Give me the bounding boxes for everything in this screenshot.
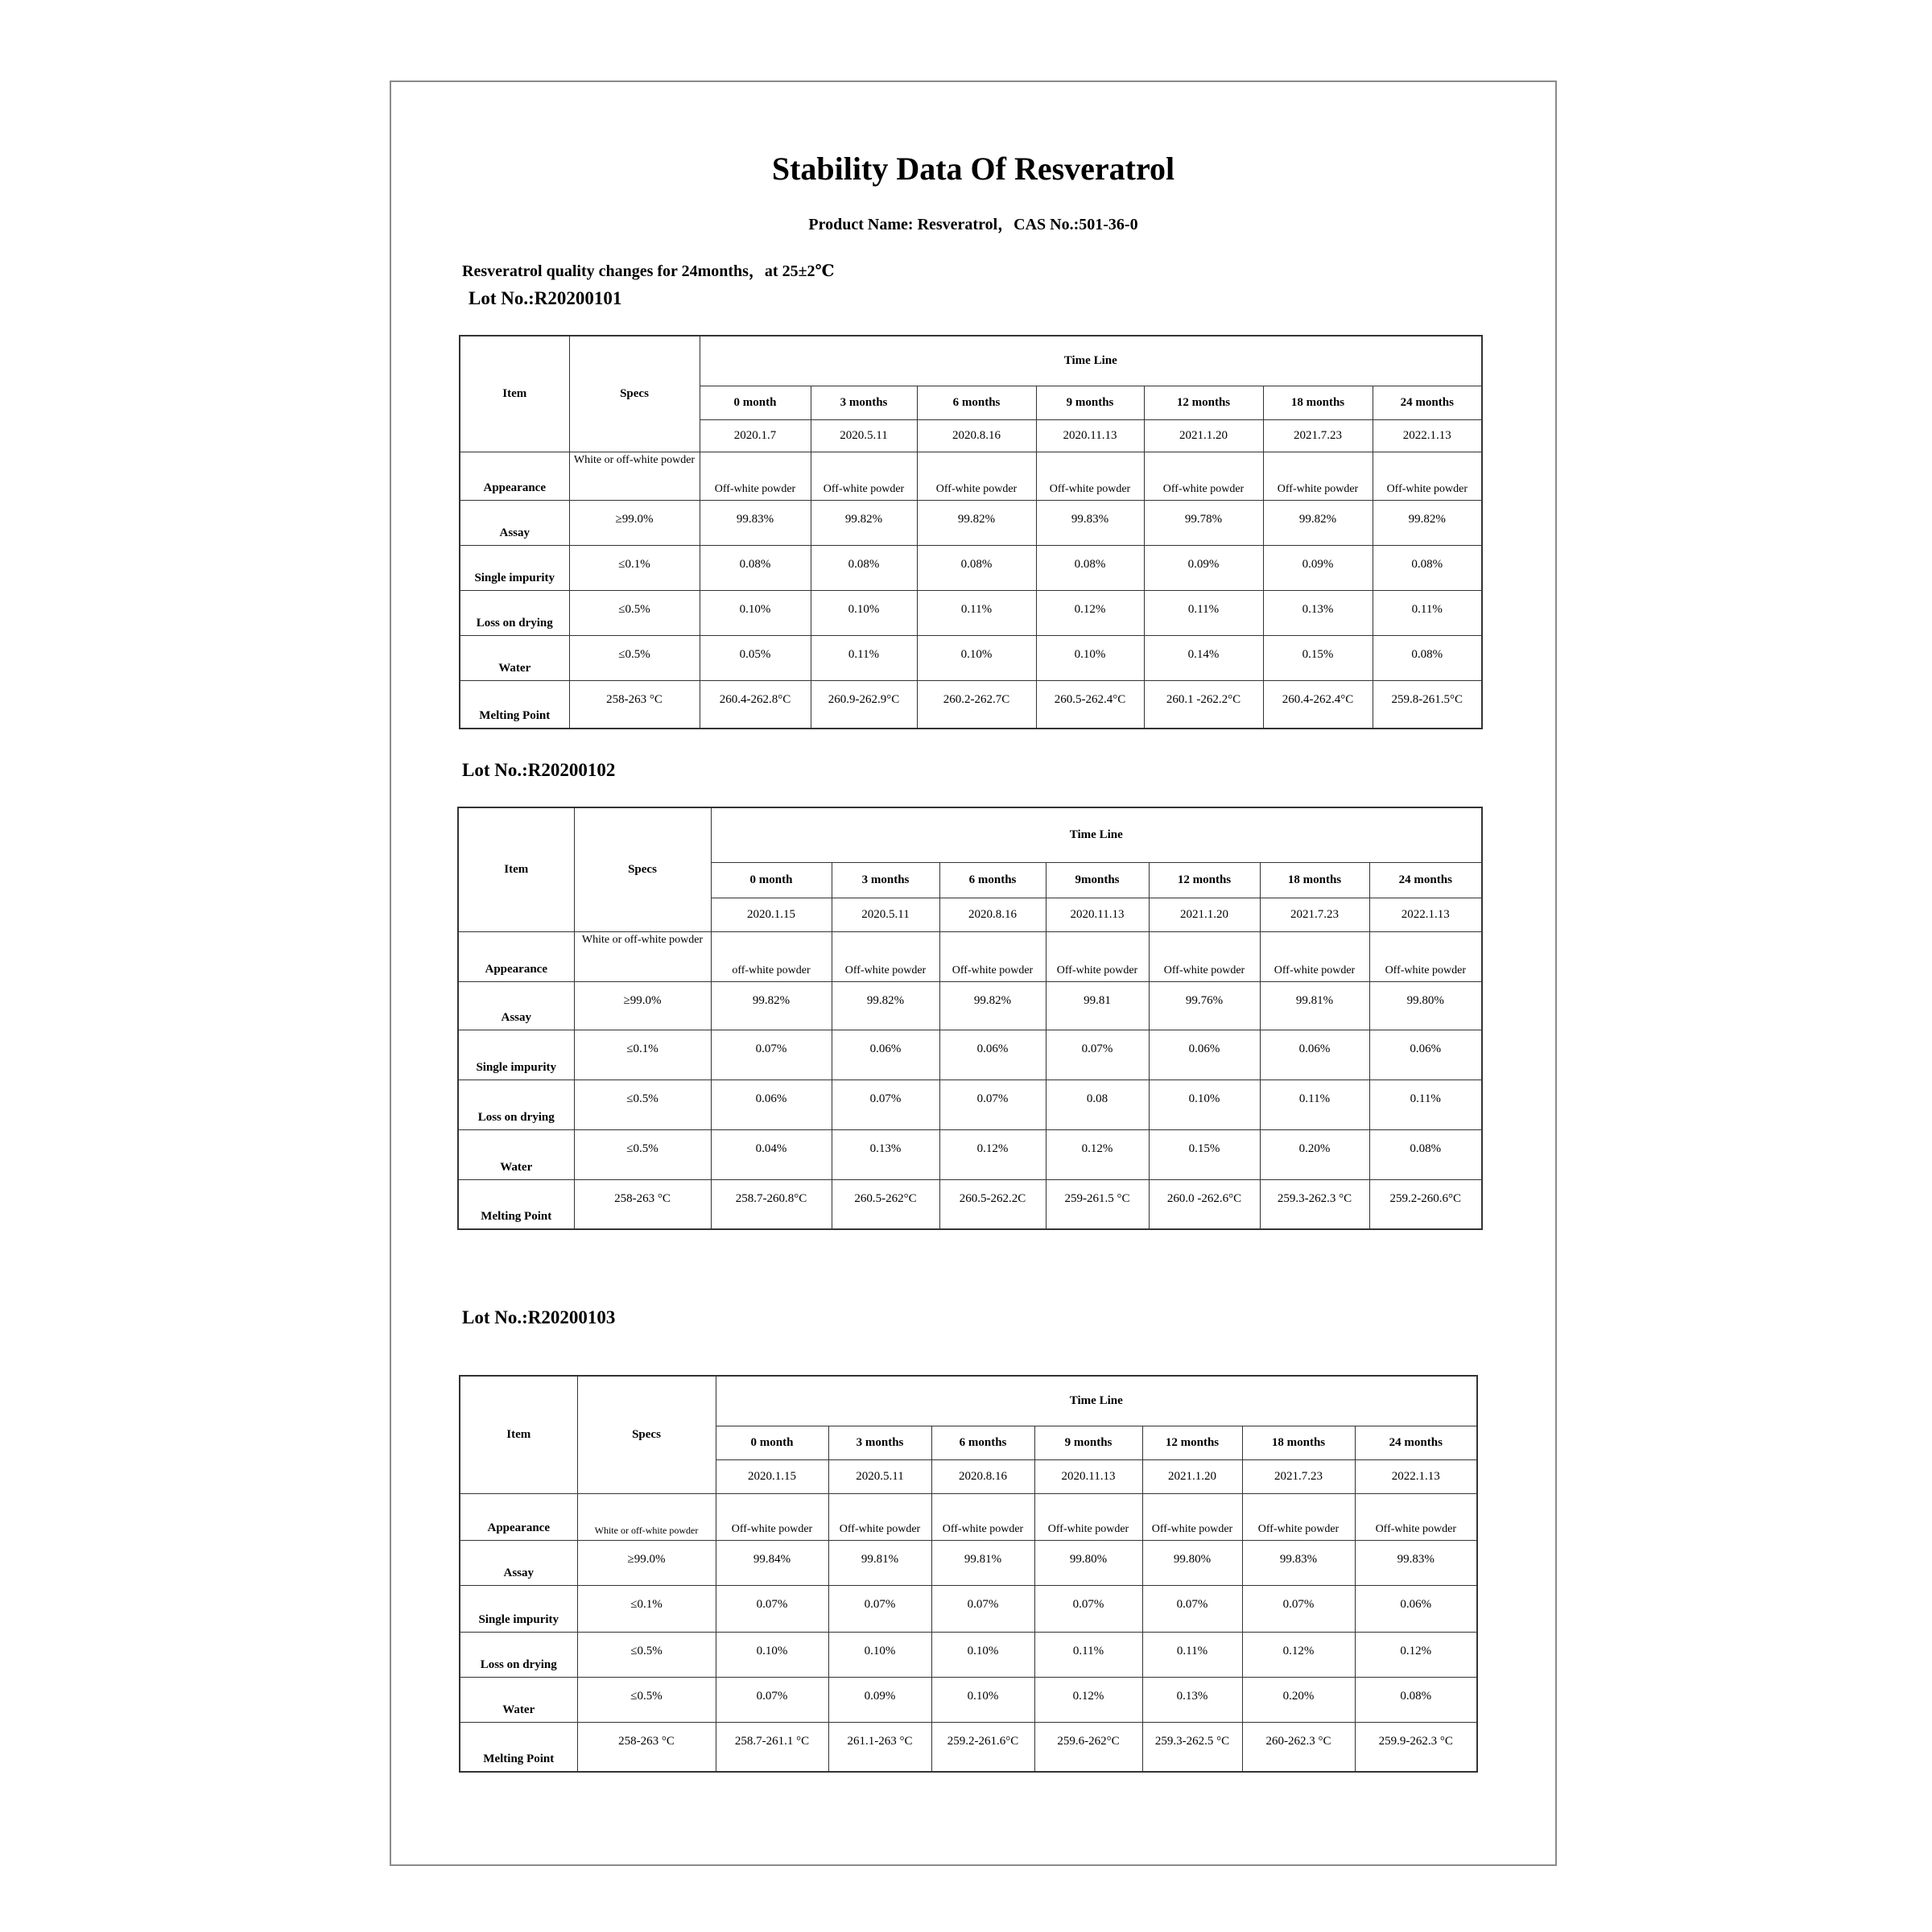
month-header: 6 months — [939, 862, 1046, 898]
value-cell: 99.83% — [700, 500, 811, 545]
value-cell: 0.07% — [716, 1677, 828, 1722]
row-item-label: Loss on drying — [460, 590, 569, 635]
value-cell: 0.10% — [1149, 1080, 1260, 1129]
stability-table — [457, 807, 1483, 1230]
row-spec: 258-263 °C — [577, 1722, 716, 1772]
value-cell: 0.06% — [1355, 1585, 1477, 1632]
row-spec: ≥99.0% — [574, 981, 711, 1030]
row-item-label: Assay — [460, 1540, 577, 1585]
month-header: 24 months — [1373, 386, 1482, 419]
value-cell: 0.09% — [1144, 545, 1263, 590]
value-cell: 0.10% — [931, 1632, 1034, 1677]
value-cell: 0.11% — [811, 635, 917, 680]
value-cell: 0.14% — [1144, 635, 1263, 680]
value-cell: Off-white powder — [1260, 931, 1369, 981]
date-cell: 2022.1.13 — [1373, 419, 1482, 452]
value-cell: 0.04% — [711, 1129, 832, 1179]
value-cell: 99.82% — [811, 500, 917, 545]
value-cell: Off-white powder — [716, 1493, 828, 1540]
value-cell: 99.80% — [1369, 981, 1482, 1030]
table-row — [460, 452, 1482, 500]
value-cell: 260.4-262.4°C — [1263, 680, 1373, 729]
row-item-label: Appearance — [460, 452, 569, 500]
value-cell: 99.81% — [828, 1540, 931, 1585]
value-cell: 259.6-262°C — [1034, 1722, 1142, 1772]
value-cell: Off-white powder — [1263, 452, 1373, 500]
table-row — [460, 545, 1482, 590]
value-cell: 0.07% — [711, 1030, 832, 1080]
value-cell: 0.05% — [700, 635, 811, 680]
value-cell: 0.08% — [1373, 635, 1482, 680]
table-row — [458, 1129, 1482, 1179]
value-cell: 0.07% — [1142, 1585, 1242, 1632]
value-cell: 260.5-262.4°C — [1036, 680, 1144, 729]
value-cell: 99.83% — [1355, 1540, 1477, 1585]
value-cell: 99.81% — [1260, 981, 1369, 1030]
value-cell: 99.83% — [1036, 500, 1144, 545]
value-cell: 0.11% — [1369, 1080, 1482, 1129]
value-cell: Off-white powder — [1373, 452, 1482, 500]
row-spec: ≤0.5% — [574, 1080, 711, 1129]
value-cell: 0.08% — [700, 545, 811, 590]
date-cell: 2020.1.15 — [716, 1459, 828, 1493]
value-cell: 0.09% — [828, 1677, 931, 1722]
value-cell: 259.3-262.5 °C — [1142, 1722, 1242, 1772]
value-cell: 0.07% — [832, 1080, 939, 1129]
month-header: 6 months — [917, 386, 1036, 419]
product-line: Product Name: Resveratrol，CAS No.:501-36-0 — [808, 216, 1138, 233]
row-spec: White or off-white powder — [574, 931, 711, 981]
value-cell: 0.07% — [828, 1585, 931, 1632]
table-row — [460, 1677, 1477, 1722]
value-cell: 99.82% — [711, 981, 832, 1030]
table-row — [460, 1585, 1477, 1632]
row-spec: ≤0.5% — [569, 635, 700, 680]
date-cell: 2020.1.15 — [711, 898, 832, 931]
value-cell: Off-white powder — [1242, 1493, 1355, 1540]
month-header: 18 months — [1263, 386, 1373, 419]
value-cell: 0.11% — [1144, 590, 1263, 635]
value-cell: Off-white powder — [939, 931, 1046, 981]
row-item-label: Appearance — [458, 931, 574, 981]
table-header-row — [460, 336, 1482, 386]
value-cell: 0.08 — [1046, 1080, 1149, 1129]
value-cell: 0.12% — [1242, 1632, 1355, 1677]
value-cell: Off-white powder — [1369, 931, 1482, 981]
date-cell: 2021.1.20 — [1144, 419, 1263, 452]
table-row — [460, 590, 1482, 635]
stability-table — [459, 1375, 1478, 1773]
row-spec: ≤0.1% — [577, 1585, 716, 1632]
row-spec: White or off-white powder — [569, 452, 700, 500]
value-cell: 0.08% — [1355, 1677, 1477, 1722]
table-row — [458, 1030, 1482, 1080]
value-cell: 99.82% — [1373, 500, 1482, 545]
value-cell: 0.12% — [939, 1129, 1046, 1179]
value-cell: 260-262.3 °C — [1242, 1722, 1355, 1772]
document-page — [390, 80, 1557, 1866]
value-cell: 0.08% — [1036, 545, 1144, 590]
header-time-line: Time Line — [711, 807, 1482, 862]
header-time-line: Time Line — [716, 1376, 1477, 1426]
value-cell: 0.12% — [1034, 1677, 1142, 1722]
row-spec: 258-263 °C — [574, 1179, 711, 1229]
value-cell: 0.07% — [1046, 1030, 1149, 1080]
date-cell: 2020.8.16 — [917, 419, 1036, 452]
date-cell: 2020.8.16 — [931, 1459, 1034, 1493]
date-cell: 2020.11.13 — [1036, 419, 1144, 452]
value-cell: 99.82% — [1263, 500, 1373, 545]
month-header: 6 months — [931, 1426, 1034, 1459]
month-header: 12 months — [1149, 862, 1260, 898]
row-spec: ≤0.1% — [574, 1030, 711, 1080]
row-item-label: Melting Point — [460, 680, 569, 729]
value-cell: Off-white powder — [828, 1493, 931, 1540]
value-cell: Off-white powder — [700, 452, 811, 500]
header-item: Item — [458, 807, 574, 931]
value-cell: Off-white powder — [1046, 931, 1149, 981]
value-cell: 260.0 -262.6°C — [1149, 1179, 1260, 1229]
date-cell: 2020.1.7 — [700, 419, 811, 452]
value-cell: Off-white powder — [811, 452, 917, 500]
value-cell: 0.06% — [1260, 1030, 1369, 1080]
row-item-label: Loss on drying — [458, 1080, 574, 1129]
value-cell: 259-261.5 °C — [1046, 1179, 1149, 1229]
value-cell: off-white powder — [711, 931, 832, 981]
value-cell: Off-white powder — [1142, 1493, 1242, 1540]
value-cell: 0.10% — [811, 590, 917, 635]
table-row — [458, 1179, 1482, 1229]
value-cell: 0.11% — [1260, 1080, 1369, 1129]
stability-table — [459, 335, 1483, 729]
date-cell: 2020.5.11 — [828, 1459, 931, 1493]
table-row — [460, 1540, 1477, 1585]
row-spec: ≤0.5% — [569, 590, 700, 635]
row-spec: 258-263 °C — [569, 680, 700, 729]
row-item-label: Appearance — [460, 1493, 577, 1540]
table-row — [460, 1722, 1477, 1772]
header-specs: Specs — [574, 807, 711, 931]
date-cell: 2020.5.11 — [832, 898, 939, 931]
value-cell: 259.8-261.5°C — [1373, 680, 1482, 729]
table-header-row — [458, 807, 1482, 862]
value-cell: 99.81 — [1046, 981, 1149, 1030]
date-cell: 2022.1.13 — [1369, 898, 1482, 931]
row-spec: ≤0.5% — [574, 1129, 711, 1179]
month-header: 0 month — [716, 1426, 828, 1459]
month-header: 9months — [1046, 862, 1149, 898]
date-cell: 2022.1.13 — [1355, 1459, 1477, 1493]
table-row — [458, 931, 1482, 981]
month-header: 24 months — [1355, 1426, 1477, 1459]
value-cell: 0.08% — [1369, 1129, 1482, 1179]
value-cell: 260.4-262.8°C — [700, 680, 811, 729]
month-header: 3 months — [832, 862, 939, 898]
lot-number: Lot No.:R20200101 — [469, 288, 622, 308]
value-cell: 258.7-261.1 °C — [716, 1722, 828, 1772]
value-cell: 0.06% — [1369, 1030, 1482, 1080]
value-cell: Off-white powder — [1036, 452, 1144, 500]
value-cell: 0.13% — [1263, 590, 1373, 635]
table-row — [458, 981, 1482, 1030]
value-cell: 0.11% — [1034, 1632, 1142, 1677]
value-cell: 0.15% — [1149, 1129, 1260, 1179]
value-cell: 0.12% — [1355, 1632, 1477, 1677]
value-cell: 0.10% — [917, 635, 1036, 680]
document-subtitle: Resveratrol quality changes for 24months，at 25±2℃ — [462, 262, 835, 280]
value-cell: 260.2-262.7C — [917, 680, 1036, 729]
month-header: 18 months — [1242, 1426, 1355, 1459]
value-cell: Off-white powder — [1355, 1493, 1477, 1540]
month-header: 18 months — [1260, 862, 1369, 898]
value-cell: 0.11% — [1142, 1632, 1242, 1677]
value-cell: 99.82% — [939, 981, 1046, 1030]
date-cell: 2021.1.20 — [1149, 898, 1260, 931]
value-cell: 258.7-260.8°C — [711, 1179, 832, 1229]
row-item-label: Assay — [458, 981, 574, 1030]
value-cell: 99.76% — [1149, 981, 1260, 1030]
value-cell: 0.11% — [1373, 590, 1482, 635]
month-header: 12 months — [1144, 386, 1263, 419]
value-cell: Off-white powder — [917, 452, 1036, 500]
row-spec: ≤0.5% — [577, 1632, 716, 1677]
row-item-label: Single impurity — [460, 1585, 577, 1632]
value-cell: 259.2-261.6°C — [931, 1722, 1034, 1772]
month-header: 3 months — [828, 1426, 931, 1459]
value-cell: 0.13% — [1142, 1677, 1242, 1722]
row-spec: ≤0.5% — [577, 1677, 716, 1722]
value-cell: Off-white powder — [1144, 452, 1263, 500]
month-header: 24 months — [1369, 862, 1482, 898]
value-cell: 0.07% — [931, 1585, 1034, 1632]
month-header: 0 month — [700, 386, 811, 419]
month-header: 0 month — [711, 862, 832, 898]
value-cell: 0.06% — [939, 1030, 1046, 1080]
table-row — [460, 680, 1482, 729]
row-item-label: Melting Point — [458, 1179, 574, 1229]
value-cell: 0.06% — [1149, 1030, 1260, 1080]
value-cell: 99.80% — [1142, 1540, 1242, 1585]
value-cell: 0.07% — [1034, 1585, 1142, 1632]
table-header-row — [460, 1376, 1477, 1426]
value-cell: 99.80% — [1034, 1540, 1142, 1585]
value-cell: 99.82% — [917, 500, 1036, 545]
value-cell: 0.09% — [1263, 545, 1373, 590]
lot-number: Lot No.:R20200103 — [462, 1307, 616, 1327]
value-cell: 0.08% — [811, 545, 917, 590]
document-title: Stability Data Of Resveratrol — [771, 151, 1175, 187]
value-cell: 259.3-262.3 °C — [1260, 1179, 1369, 1229]
lot-number: Lot No.:R20200102 — [462, 760, 616, 780]
value-cell: 0.13% — [832, 1129, 939, 1179]
header-item: Item — [460, 1376, 577, 1493]
value-cell: 99.84% — [716, 1540, 828, 1585]
row-item-label: Water — [458, 1129, 574, 1179]
date-cell: 2021.1.20 — [1142, 1459, 1242, 1493]
value-cell: 0.10% — [700, 590, 811, 635]
date-cell: 2020.11.13 — [1046, 898, 1149, 931]
value-cell: 0.07% — [939, 1080, 1046, 1129]
value-cell: Off-white powder — [1149, 931, 1260, 981]
value-cell: 0.20% — [1260, 1129, 1369, 1179]
value-cell: 260.5-262.2C — [939, 1179, 1046, 1229]
value-cell: 0.10% — [828, 1632, 931, 1677]
header-time-line: Time Line — [700, 336, 1482, 386]
table-row — [460, 1632, 1477, 1677]
value-cell: 0.10% — [716, 1632, 828, 1677]
value-cell: Off-white powder — [931, 1493, 1034, 1540]
value-cell: 261.1-263 °C — [828, 1722, 931, 1772]
date-cell: 2020.8.16 — [939, 898, 1046, 931]
table-row — [460, 1493, 1477, 1540]
value-cell: 260.9-262.9°C — [811, 680, 917, 729]
month-header: 12 months — [1142, 1426, 1242, 1459]
value-cell: Off-white powder — [1034, 1493, 1142, 1540]
value-cell: 0.15% — [1263, 635, 1373, 680]
date-cell: 2021.7.23 — [1260, 898, 1369, 931]
value-cell: 99.78% — [1144, 500, 1263, 545]
value-cell: 0.10% — [1036, 635, 1144, 680]
date-cell: 2020.11.13 — [1034, 1459, 1142, 1493]
row-item-label: Melting Point — [460, 1722, 577, 1772]
value-cell: 99.81% — [931, 1540, 1034, 1585]
date-cell: 2021.7.23 — [1242, 1459, 1355, 1493]
row-spec: White or off-white powder — [577, 1493, 716, 1540]
value-cell: 0.08% — [917, 545, 1036, 590]
month-header: 3 months — [811, 386, 917, 419]
date-cell: 2020.5.11 — [811, 419, 917, 452]
value-cell: 0.08% — [1373, 545, 1482, 590]
value-cell: 0.12% — [1046, 1129, 1149, 1179]
value-cell: 0.07% — [1242, 1585, 1355, 1632]
row-item-label: Assay — [460, 500, 569, 545]
table-row — [460, 500, 1482, 545]
header-specs: Specs — [577, 1376, 716, 1493]
value-cell: 260.1 -262.2°C — [1144, 680, 1263, 729]
header-specs: Specs — [569, 336, 700, 452]
row-spec: ≤0.1% — [569, 545, 700, 590]
value-cell: 259.2-260.6°C — [1369, 1179, 1482, 1229]
value-cell: 0.07% — [716, 1585, 828, 1632]
row-item-label: Single impurity — [460, 545, 569, 590]
value-cell: 0.10% — [931, 1677, 1034, 1722]
row-item-label: Water — [460, 635, 569, 680]
row-item-label: Single impurity — [458, 1030, 574, 1080]
value-cell: 0.06% — [711, 1080, 832, 1129]
value-cell: 259.9-262.3 °C — [1355, 1722, 1477, 1772]
value-cell: 99.82% — [832, 981, 939, 1030]
value-cell: 99.83% — [1242, 1540, 1355, 1585]
month-header: 9 months — [1036, 386, 1144, 419]
value-cell: 0.11% — [917, 590, 1036, 635]
value-cell: 0.12% — [1036, 590, 1144, 635]
table-row — [458, 1080, 1482, 1129]
value-cell: 0.20% — [1242, 1677, 1355, 1722]
date-cell: 2021.7.23 — [1263, 419, 1373, 452]
row-item-label: Loss on drying — [460, 1632, 577, 1677]
table-row — [460, 635, 1482, 680]
header-item: Item — [460, 336, 569, 452]
month-header: 9 months — [1034, 1426, 1142, 1459]
value-cell: 260.5-262°C — [832, 1179, 939, 1229]
value-cell: Off-white powder — [832, 931, 939, 981]
value-cell: 0.06% — [832, 1030, 939, 1080]
row-item-label: Water — [460, 1677, 577, 1722]
row-spec: ≥99.0% — [577, 1540, 716, 1585]
row-spec: ≥99.0% — [569, 500, 700, 545]
